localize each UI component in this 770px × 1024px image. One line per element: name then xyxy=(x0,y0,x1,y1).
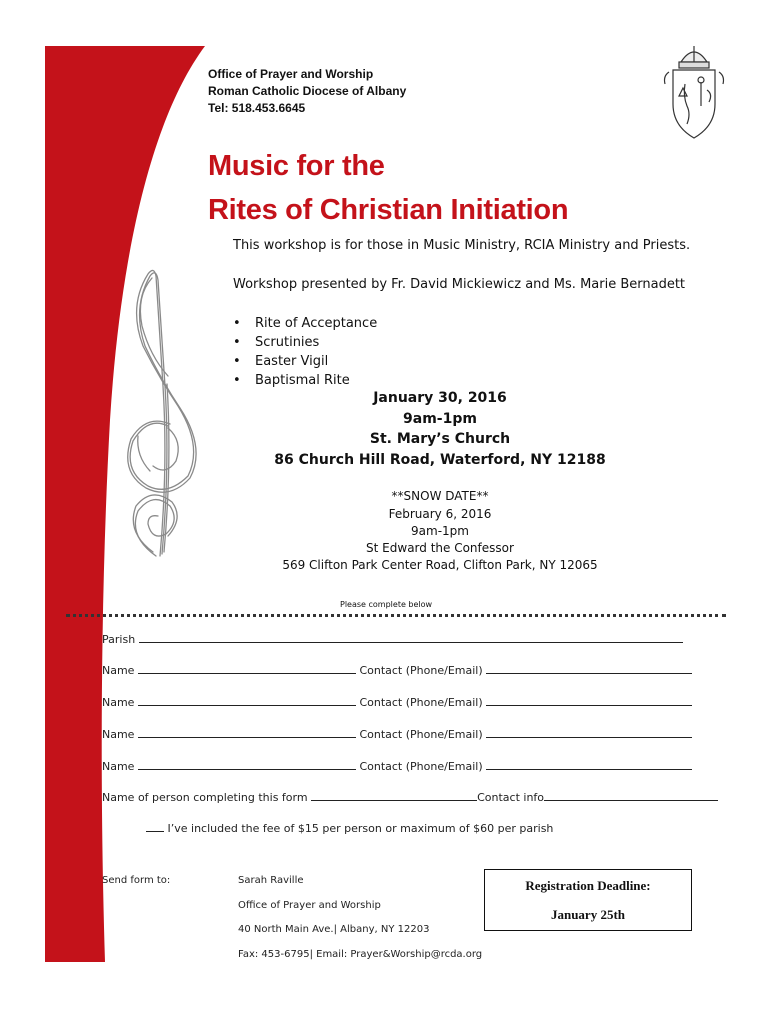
contact-info-label: Contact info xyxy=(477,791,545,804)
snow-date-heading: **SNOW DATE** xyxy=(391,489,489,503)
header-info xyxy=(208,66,406,117)
deadline-date: January 25th xyxy=(550,907,626,922)
event-date: January 30, 2016 xyxy=(373,390,507,406)
name-label: Name xyxy=(102,728,135,741)
event-address: 86 Church Hill Road, Waterford, NY 12188 xyxy=(274,452,606,468)
registrant-row xyxy=(102,696,692,709)
audience-text: This workshop is for those in Music Ministry, RCIA Ministry and Priests. xyxy=(233,238,691,253)
snow-date-venue: St Edward the Confessor xyxy=(366,541,514,555)
send-name: Sarah Raville xyxy=(238,875,304,886)
send-address: 40 North Main Ave.| Albany, NY 12203 xyxy=(238,924,430,935)
contact-field[interactable] xyxy=(486,760,692,770)
list-item: • Easter Vigil xyxy=(233,354,329,369)
fee-row xyxy=(146,822,553,835)
name-field[interactable] xyxy=(138,760,356,770)
snow-date: February 6, 2016 xyxy=(388,507,492,521)
diocese-crest-icon xyxy=(657,44,731,144)
fee-checkbox[interactable] xyxy=(146,822,164,832)
contact-label: Contact (Phone/Email) xyxy=(359,664,483,677)
registrant-row xyxy=(102,728,692,741)
list-item: • Scrutinies xyxy=(233,335,320,350)
snow-date-time: 9am-1pm xyxy=(411,524,469,538)
contact-label: Contact (Phone/Email) xyxy=(359,760,483,773)
treble-clef-icon xyxy=(108,266,218,566)
completer-field[interactable] xyxy=(311,791,477,801)
page-title-line-2: Rites of Christian Initiation xyxy=(208,194,569,226)
registration-deadline-box xyxy=(484,869,692,931)
contact-label: Contact (Phone/Email) xyxy=(359,728,483,741)
parish-row xyxy=(102,633,683,646)
send-form-label: Send form to: xyxy=(102,875,171,886)
event-time: 9am-1pm xyxy=(403,411,477,427)
fee-text: I’ve included the fee of $15 per person or maximum of $60 per parish xyxy=(167,822,554,835)
contact-field[interactable] xyxy=(486,664,692,674)
send-contact: Fax: 453-6795| Email: Prayer&Worship@rcda.org xyxy=(238,949,483,960)
bullet-icon: • xyxy=(233,373,241,388)
complete-below-note: Please complete below xyxy=(340,600,433,609)
list-item: • Rite of Acceptance xyxy=(233,316,378,331)
diocese-name: Roman Catholic Diocese of Albany xyxy=(208,84,407,98)
name-field[interactable] xyxy=(138,664,356,674)
parish-field[interactable] xyxy=(139,633,683,643)
bullet-icon: • xyxy=(233,354,241,369)
parish-label: Parish xyxy=(102,633,136,646)
registrant-row xyxy=(102,760,692,773)
contact-field[interactable] xyxy=(486,728,692,738)
name-label: Name xyxy=(102,696,135,709)
office-phone: Tel: 518.453.6645 xyxy=(208,101,306,115)
contact-field[interactable] xyxy=(486,696,692,706)
topics-list xyxy=(233,314,377,390)
dotted-divider xyxy=(66,614,726,617)
name-label: Name xyxy=(102,664,135,677)
snow-date-address: 569 Clifton Park Center Road, Clifton Park, NY 12065 xyxy=(282,558,598,572)
name-field[interactable] xyxy=(138,728,356,738)
contact-info-field[interactable] xyxy=(544,791,718,801)
list-item: • Baptismal Rite xyxy=(233,373,350,388)
registrant-row xyxy=(102,664,692,677)
event-venue: St. Mary’s Church xyxy=(369,431,511,447)
bullet-icon: • xyxy=(233,316,241,331)
send-office: Office of Prayer and Worship xyxy=(238,900,381,911)
bullet-icon: • xyxy=(233,335,241,350)
name-field[interactable] xyxy=(138,696,356,706)
presenters-text: Workshop presented by Fr. David Mickiewicz and Ms. Marie Bernadett xyxy=(233,277,686,292)
contact-label: Contact (Phone/Email) xyxy=(359,696,483,709)
page-title-line-1: Music for the xyxy=(208,150,385,182)
name-label: Name xyxy=(102,760,135,773)
office-name: Office of Prayer and Worship xyxy=(208,67,374,81)
deadline-label: Registration Deadline: xyxy=(525,878,651,893)
completer-label: Name of person completing this form xyxy=(102,791,308,804)
completer-row xyxy=(102,791,718,804)
